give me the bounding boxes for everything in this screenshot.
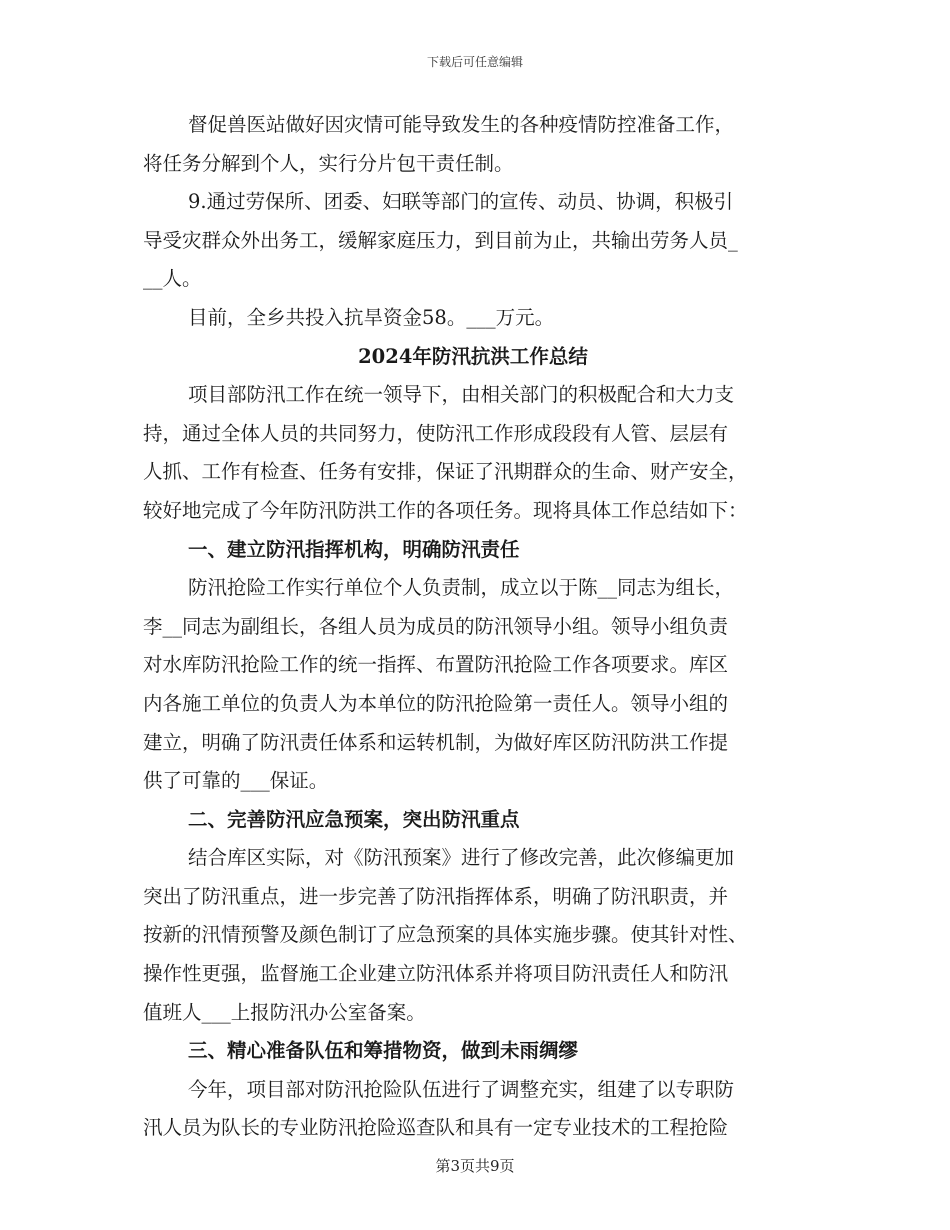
paragraph-line: 建立，明确了防汛责任体系和运转机制，为做好库区防汛防洪工作提 xyxy=(143,730,729,754)
paragraph-line: 9.通过劳保所、团委、妇联等部门的宣传、动员、协调，积极引 xyxy=(188,190,734,214)
paragraph-line: 按新的汛情预警及颜色制订了应急预案的具体实施步骤。使其针对性、 xyxy=(143,923,748,947)
paragraph-line: 目前，全乡共投入抗旱资金58。___万元。 xyxy=(188,305,555,329)
paragraph-line: 结合库区实际，对《防汛预案》进行了修改完善，此次修编更加 xyxy=(188,846,735,870)
paragraph-line: 持，通过全体人员的共同努力，使防汛工作形成段段有人管、层层有 xyxy=(143,421,729,445)
paragraph-line: 项目部防汛工作在统一领导下，由相关部门的积极配合和大力支 xyxy=(188,383,735,407)
paragraph-line: 较好地完成了今年防汛防洪工作的各项任务。现将具体工作总结如下： xyxy=(143,498,748,522)
paragraph-line: 突出了防汛重点，进一步完善了防汛指挥体系，明确了防汛职责，并 xyxy=(143,884,729,908)
paragraph-line: 值班人___上报防汛办公室备案。 xyxy=(143,1000,426,1024)
page-number: 第3页共9页 xyxy=(435,1157,515,1175)
paragraph-line: __人。 xyxy=(143,267,202,291)
paragraph-line: 督促兽医站做好因灾情可能导致发生的各种疫情防控准备工作， xyxy=(188,113,735,136)
paragraph-line: 操作性更强，监督施工企业建立防汛体系并将项目防汛责任人和防汛 xyxy=(143,962,729,986)
paragraph-line: 人抓、工作有检查、任务有安排，保证了汛期群众的生命、财产安全， xyxy=(143,460,748,484)
section-heading: 一、建立防汛指挥机构，明确防汛责任 xyxy=(188,537,520,561)
section-heading: 三、精心准备队伍和筹措物资，做到未雨绸缪 xyxy=(188,1039,579,1063)
paragraph-line: 将任务分解到个人，实行分片包干责任制。 xyxy=(143,151,514,175)
page-header: 下载后可任意编辑 xyxy=(426,55,523,69)
document-body xyxy=(143,106,803,1148)
paragraph-line: 汛人员为队长的专业防汛抢险巡查队和具有一定专业技术的工程抢险 xyxy=(143,1116,729,1140)
paragraph-line: 今年，项目部对防汛抢险队伍进行了调整充实，组建了以专职防 xyxy=(188,1077,735,1101)
paragraph-line: 李__同志为副组长，各组人员为成员的防汛领导小组。领导小组负责 xyxy=(143,614,729,638)
paragraph-line: 防汛抢险工作实行单位个人负责制，成立以于陈__同志为组长， xyxy=(188,576,735,600)
section-heading: 二、完善防汛应急预案，突出防汛重点 xyxy=(188,807,520,831)
paragraph-line: 供了可靠的___保证。 xyxy=(143,769,329,793)
paragraph-line: 导受灾群众外出务工，缓解家庭压力，到目前为止，共输出劳务人员_ xyxy=(143,228,738,252)
document-title: 2024年防汛抗洪工作总结 xyxy=(358,344,588,368)
paragraph-line: 内各施工单位的负责人为本单位的防汛抢险第一责任人。领导小组的 xyxy=(143,691,729,715)
paragraph-line: 对水库防汛抢险工作的统一指挥、布置防汛抢险工作各项要求。库区 xyxy=(143,653,729,677)
